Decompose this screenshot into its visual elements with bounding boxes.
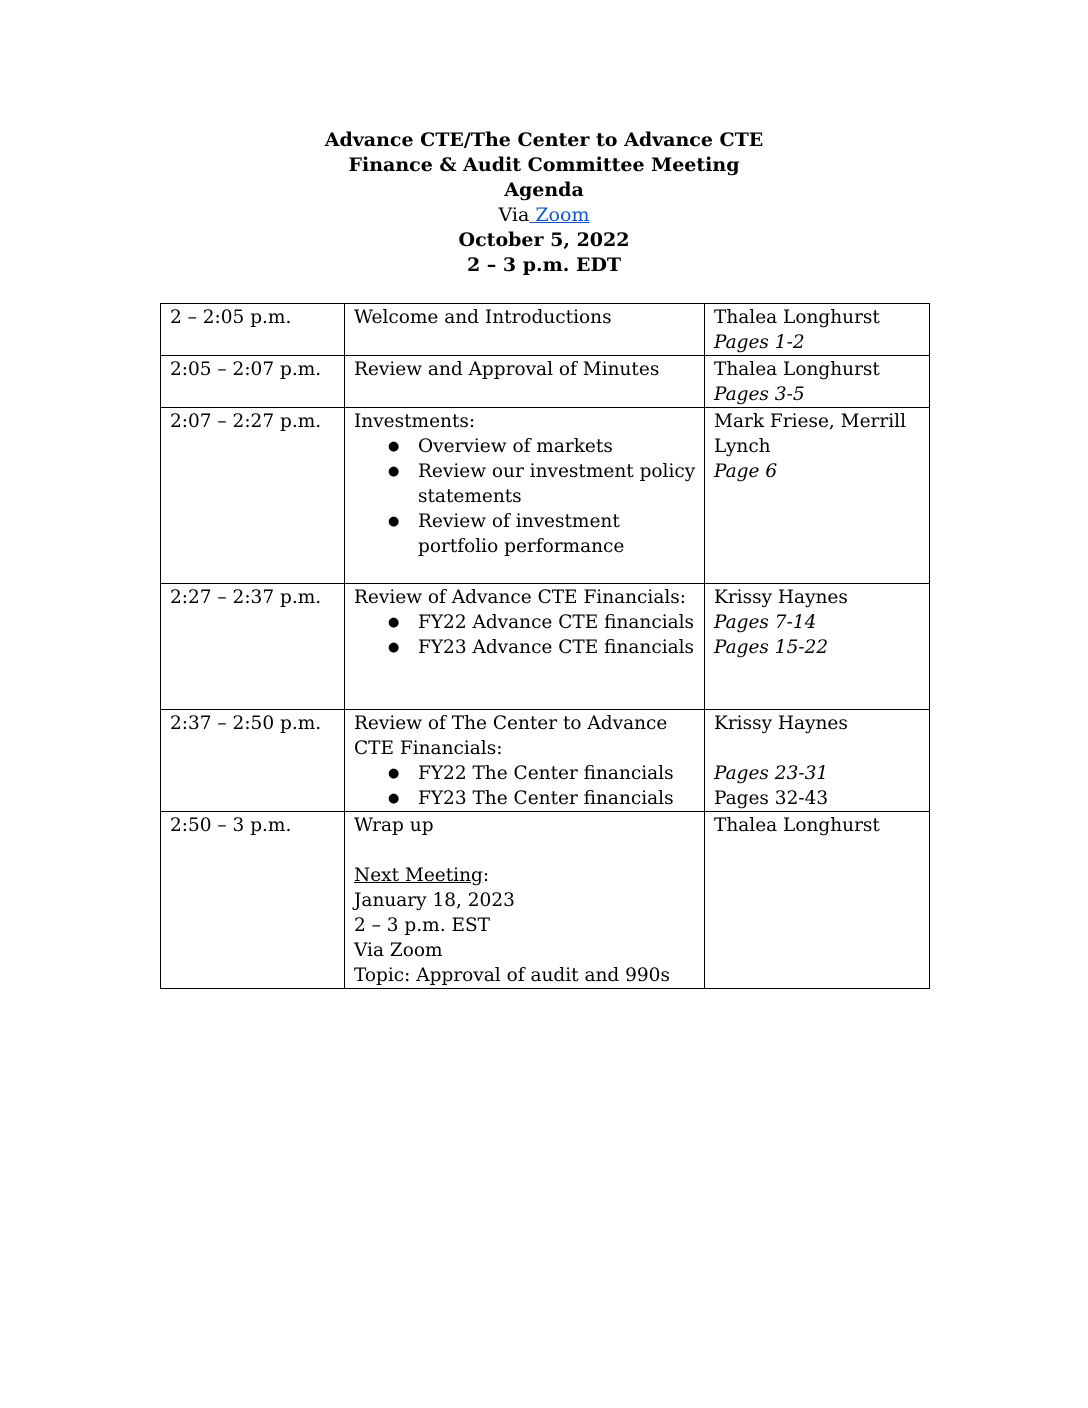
page-ref: Pages 7-14 [714,612,817,633]
via-line [0,203,1088,228]
document-header [0,128,1088,278]
presenter-cell [705,710,930,812]
meeting-date: October 5, 2022 [458,229,630,251]
via-text: Via [498,204,530,226]
bullet-item: ● FY23 The Center financials [354,786,696,811]
presenter-name: Mark Friese, Merrill [714,411,906,432]
next-meeting-topic: Topic: Approval of audit and 990s [354,965,670,986]
page-ref: Page 6 [714,461,778,482]
next-meeting-date: January 18, 2023 [354,890,515,911]
presenter-name: Thalea Longhurst [714,359,880,380]
presenter-cell [705,584,930,710]
committee-title: Finance & Audit Committee Meeting [348,154,740,176]
bullet-item: ● FY23 Advance CTE financials [354,635,696,660]
bullet-item: ● Review our investment policy statements [354,459,696,509]
topic-heading: Investments: [354,411,476,432]
presenter-name: Thalea Longhurst [714,815,880,836]
bullet-item: ● FY22 Advance CTE financials [354,610,696,635]
topic-bullets [354,761,696,811]
topic-cell [345,812,705,989]
presenter-name: Krissy Haynes [714,587,848,608]
org-title: Advance CTE/The Center to Advance CTE [324,129,764,151]
presenter-name: Krissy Haynes [714,713,848,734]
next-meeting-via: Via Zoom [354,940,443,961]
presenter-name-cont: Lynch [714,436,771,457]
next-meeting-label: Next Meeting [354,865,483,886]
table-row [161,304,930,356]
topic-heading-cont: CTE Financials: [354,738,503,759]
presenter-cell [705,304,930,356]
presenter-cell [705,408,930,584]
page-ref: Pages 1-2 [714,332,805,353]
next-meeting-time: 2 – 3 p.m. EST [354,915,490,936]
topic-heading: Review of Advance CTE Financials: [354,587,687,608]
time-cell: 2 – 2:05 p.m. [161,304,345,356]
bullet-item: ● Review of investment portfolio performance [354,509,696,559]
presenter-cell [705,356,930,408]
next-meeting-line: Next Meeting: [354,865,490,886]
topic-cell [345,710,705,812]
page-ref: Pages 32-43 [714,788,829,809]
page-ref: Pages 23-31 [714,763,829,784]
table-row [161,356,930,408]
topic-cell [345,408,705,584]
topic-heading: Review of The Center to Advance [354,713,668,734]
topic-bullets [354,434,696,559]
topic-heading: Wrap up [354,815,434,836]
time-cell: 2:27 – 2:37 p.m. [161,584,345,710]
page-ref: Pages 15-22 [714,637,829,658]
table-row [161,584,930,710]
bullet-item: ● Overview of markets [354,434,696,459]
meeting-time: 2 – 3 p.m. EDT [466,254,622,276]
table-row [161,812,930,989]
topic-cell: Welcome and Introductions [345,304,705,356]
bullet-item: ● FY22 The Center financials [354,761,696,786]
table-row [161,710,930,812]
topic-cell: Review and Approval of Minutes [345,356,705,408]
table-row [161,408,930,584]
topic-cell [345,584,705,710]
agenda-table [160,303,930,989]
time-cell: 2:05 – 2:07 p.m. [161,356,345,408]
presenter-name: Thalea Longhurst [714,307,880,328]
presenter-cell [705,812,930,989]
topic-bullets [354,610,696,660]
zoom-link[interactable]: Zoom [535,204,590,226]
page-ref: Pages 3-5 [714,384,805,405]
agenda-title: Agenda [504,179,584,201]
time-cell: 2:07 – 2:27 p.m. [161,408,345,584]
time-cell: 2:37 – 2:50 p.m. [161,710,345,812]
time-cell: 2:50 – 3 p.m. [161,812,345,989]
